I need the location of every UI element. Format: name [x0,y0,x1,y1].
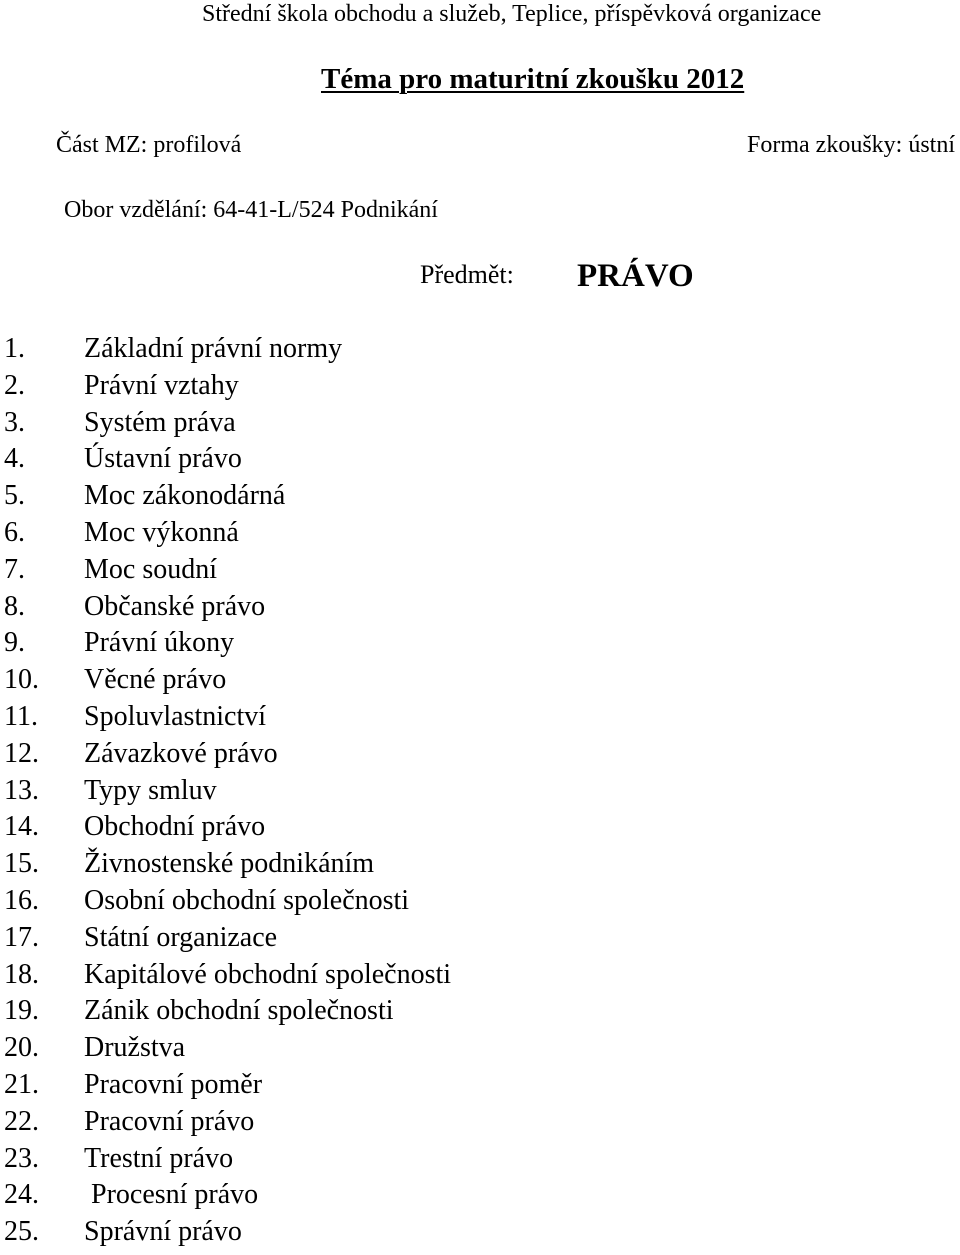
topic-number: 11. [4,700,38,732]
topic-name: Právní vztahy [84,369,239,401]
topic-name: Věcné právo [84,664,227,696]
topic-name: Spoluvlastnictví [84,700,266,732]
topic-number: 12. [4,737,39,769]
topic-name: Trestní právo [84,1142,234,1174]
topic-name: Kapitálové obchodní společnosti [84,958,452,990]
document-title: Téma pro maturitní zkoušku 2012 [321,63,745,95]
topic-name: Živnostenské podnikáním [84,848,375,880]
topic-name: Základní právní normy [84,333,343,364]
topic-name: Družstva [84,1032,186,1064]
topic-name: Moc soudní [84,553,217,585]
field-of-study: Obor vzdělání: 64-41-L/524 Podnikání [64,197,438,223]
topic-number: 25. [4,1216,39,1248]
topic-number: 19. [4,995,39,1027]
topic-number: 20. [4,1032,39,1064]
topic-number: 5. [4,480,25,512]
topic-name: Pracovní poměr [84,1068,263,1100]
topic-number: 1. [4,333,25,364]
topic-name: Pracovní právo [84,1105,255,1137]
topic-name: Zánik obchodní společnosti [84,995,394,1027]
topic-number: 22. [4,1105,39,1137]
subject-value: PRÁVO [577,258,694,294]
exam-form: Forma zkoušky: ústní [747,132,955,158]
topic-name: Osobní obchodní společnosti [84,884,410,916]
school-name: Střední škola obchodu a služeb, Teplice, příspěvková organizace [202,1,822,27]
topic-number: 14. [4,811,39,843]
topic-number: 9. [4,627,25,659]
topic-number: 3. [4,406,25,438]
topic-number: 15. [4,848,39,880]
topic-name: Moc zákonodárná [84,480,286,512]
topic-number: 23. [4,1142,39,1174]
topic-number: 10. [4,664,39,696]
topic-name: Procesní právo [84,1179,259,1211]
topic-name: Typy smluv [84,774,217,806]
topic-name: Moc výkonná [84,516,239,548]
topic-number: 2. [4,369,25,401]
topic-name: Obchodní právo [84,811,266,843]
topic-number: 18. [4,958,39,990]
topic-name: Státní organizace [84,921,278,953]
topic-number: 8. [4,590,25,622]
topic-number: 6. [4,516,25,548]
topic-number: 17. [4,921,39,953]
subject-label: Předmět: [420,260,514,289]
topic-name: Systém práva [84,406,236,438]
topic-name: Ústavní právo [84,443,242,475]
topic-name: Právní úkony [84,627,235,659]
topic-number: 24. [4,1179,39,1211]
topic-name: Závazkové právo [84,737,278,769]
exam-part: Část MZ: profilová [56,132,242,158]
topic-name: Správní právo [84,1216,242,1248]
topic-name: Občanské právo [84,590,266,622]
topic-number: 16. [4,884,39,916]
topic-number: 21. [4,1068,39,1100]
topic-number: 4. [4,443,25,475]
topic-number: 7. [4,553,25,585]
topic-number: 13. [4,774,39,806]
